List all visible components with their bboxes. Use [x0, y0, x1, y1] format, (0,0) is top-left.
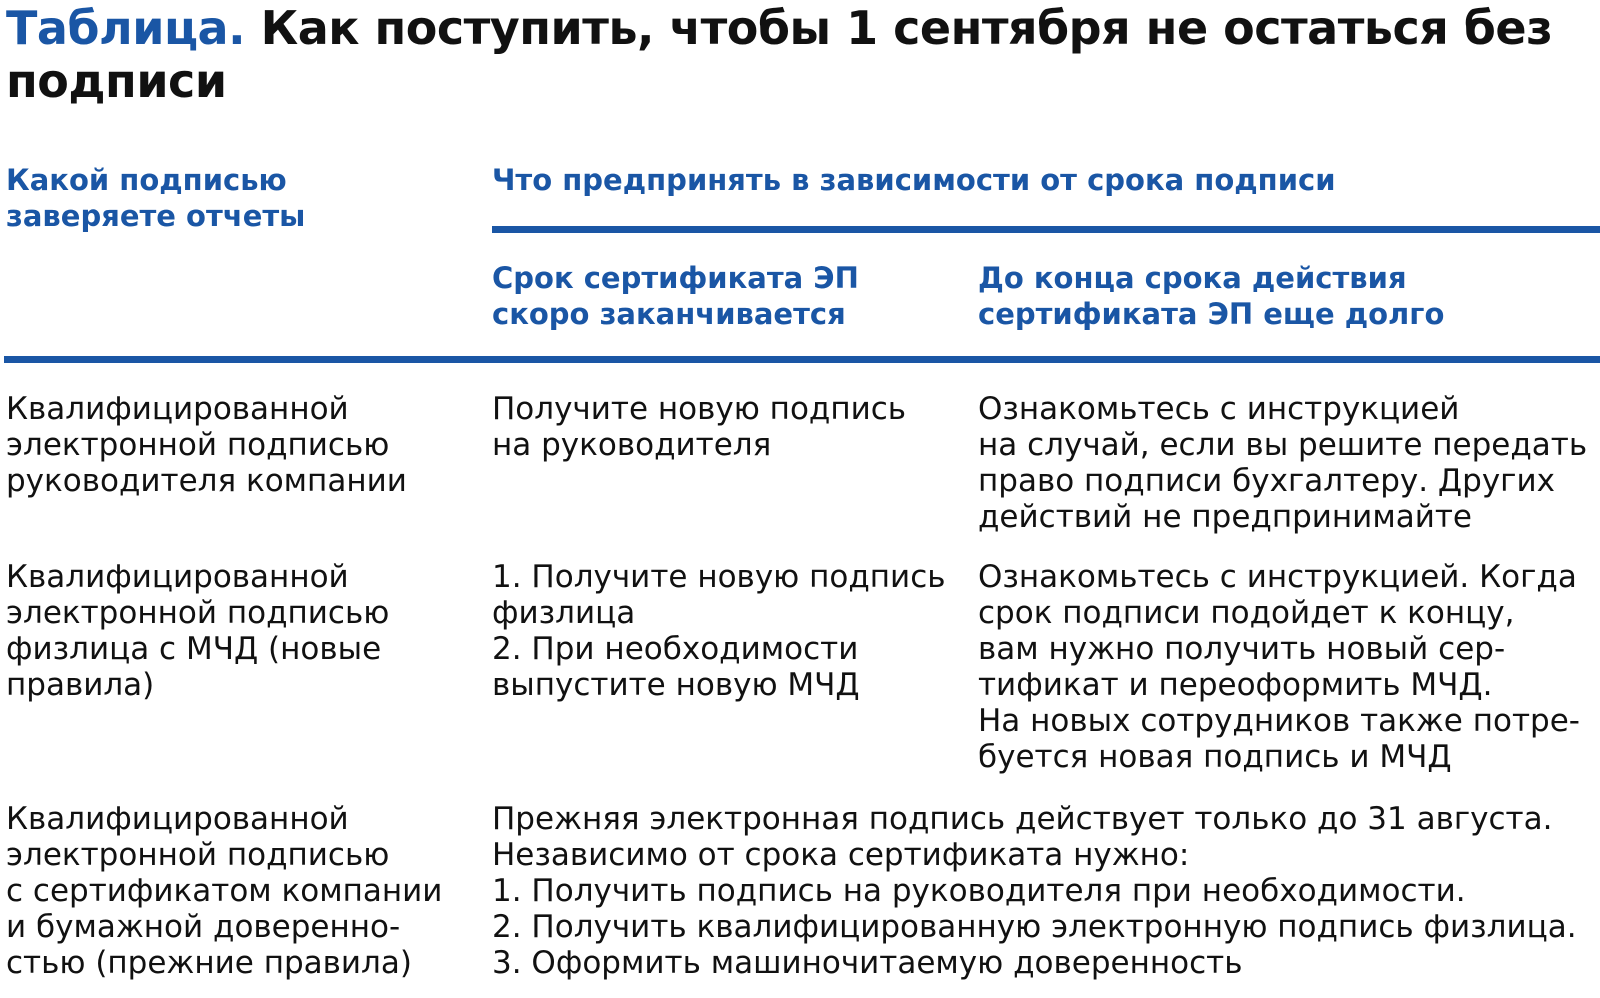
cell-expiring: Получите новую подпись на руководителя: [492, 391, 907, 463]
title-lead: Таблица.: [6, 1, 246, 55]
cell-long-validity: Ознакомьтесь с инструкцией на случай, если вы решите передать право подписи бухгалтеру. Других действий не предпринимайте: [978, 391, 1588, 535]
cell-signature: Квалифицированной электронной подписью с сертификатом компании и бумажной доверенно- стью (прежние правила): [6, 801, 443, 981]
title-text: Как поступить, чтобы 1 сентября не остаться без подписи: [6, 1, 1553, 108]
subheader-long-validity: До конца срока действия сертификата ЭП еще долго: [978, 261, 1445, 331]
column-group-header: Что предпринять в зависимости от срока подписи: [492, 163, 1336, 197]
subheader-expiring: Срок сертификата ЭП скоро заканчивается: [492, 261, 859, 331]
cell-combined-action: Прежняя электронная подпись действует только до 31 августа. Независимо от срока сертификата нужно: 1. Получить подпись на руководителя при необходимости. 2. Получить квалифицированную электронную подпись физлица. 3. Оформить машиночитаемую доверенность: [492, 801, 1577, 981]
cell-expiring: 1. Получите новую подпись физлица 2. При необходимости выпустите новую МЧД: [492, 559, 946, 703]
column-header-signature: Какой подписью заверяете отчеты: [6, 163, 306, 233]
cell-signature: Квалифицированной электронной подписью физлица с МЧД (новые правила): [6, 559, 390, 703]
page-title: [6, 2, 1586, 108]
cell-signature: Квалифицированной электронной подписью руководителя компании: [6, 391, 407, 499]
cell-long-validity: Ознакомьтесь с инструкцией. Когда срок подписи подойдет к концу, вам нужно получить новый сер- тификат и переоформить МЧД. На новых сотрудников также потре- буется новая подпись и МЧД: [978, 559, 1580, 775]
table-header-divider: [4, 356, 1600, 363]
header-divider: [492, 226, 1600, 233]
